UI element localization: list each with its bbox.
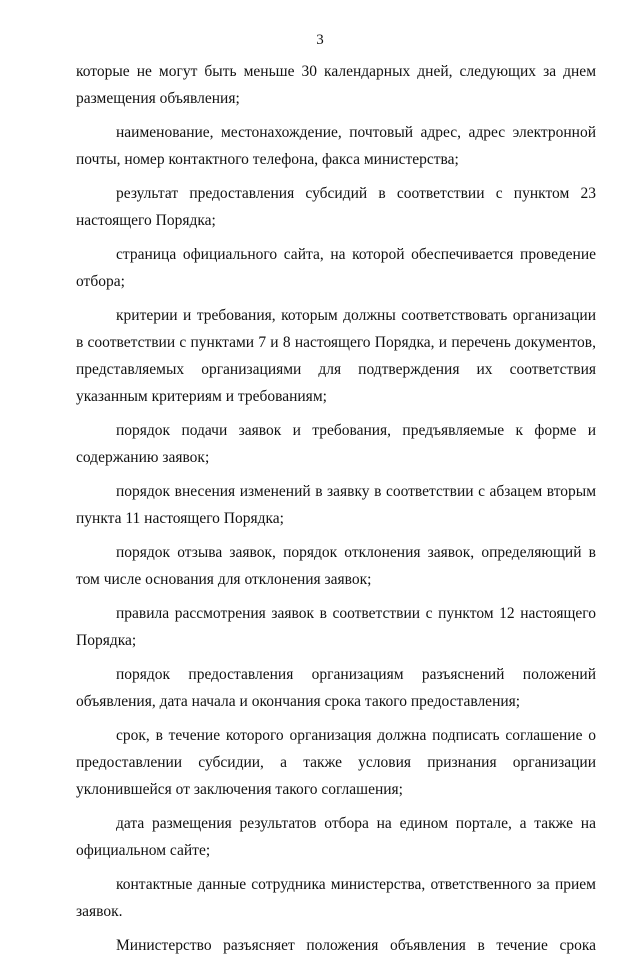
document-body [76,58,596,966]
paragraph: наименование, местонахождение, почтовый адрес, адрес электронной почты, номер контактного телефона, факса министерства; [76,124,596,168]
paragraph: порядок отзыва заявок, порядок отклонения заявок, определяющий в том числе основания для отклонения заявок; [76,544,596,588]
paragraph: критерии и требования, которым должны соответствовать организации в соответствии с пунктами 7 и 8 настоящего Порядка, и перечень документов, представляемых организациями для подтверждения их соответствия указанным критериям и требованиям; [76,307,596,405]
paragraph: срок, в течение которого организация должна подписать соглашение о предоставлении субсидии, а также условия признания организации уклонившейся от заключения такого соглашения; [76,727,596,798]
paragraph: порядок подачи заявок и требования, предъявляемые к форме и содержанию заявок; [76,422,596,466]
paragraph: порядок предоставления организациям разъяснений положений объявления, дата начала и окончания срока такого предоставления; [76,666,596,710]
paragraph: правила рассмотрения заявок в соответствии с пунктом 12 настоящего Порядка; [76,605,596,649]
paragraph: контактные данные сотрудника министерства, ответственного за прием заявок. [76,876,596,920]
paragraph: которые не могут быть меньше 30 календарных дней, следующих за днем размещения объявления; [76,63,596,107]
paragraph: страница официального сайта, на которой обеспечивается проведение отбора; [76,246,596,290]
page-number: 3 [316,32,324,48]
paragraph: результат предоставления субсидий в соответствии с пунктом 23 настоящего Порядка; [76,185,596,229]
paragraph: дата размещения результатов отбора на едином портале, а также на официальном сайте; [76,815,596,859]
paragraph: порядок внесения изменений в заявку в соответствии с абзацем вторым пункта 11 настоящего Порядка; [76,483,596,527]
paragraph: Министерство разъясняет положения объявления в течение срока [116,937,596,954]
